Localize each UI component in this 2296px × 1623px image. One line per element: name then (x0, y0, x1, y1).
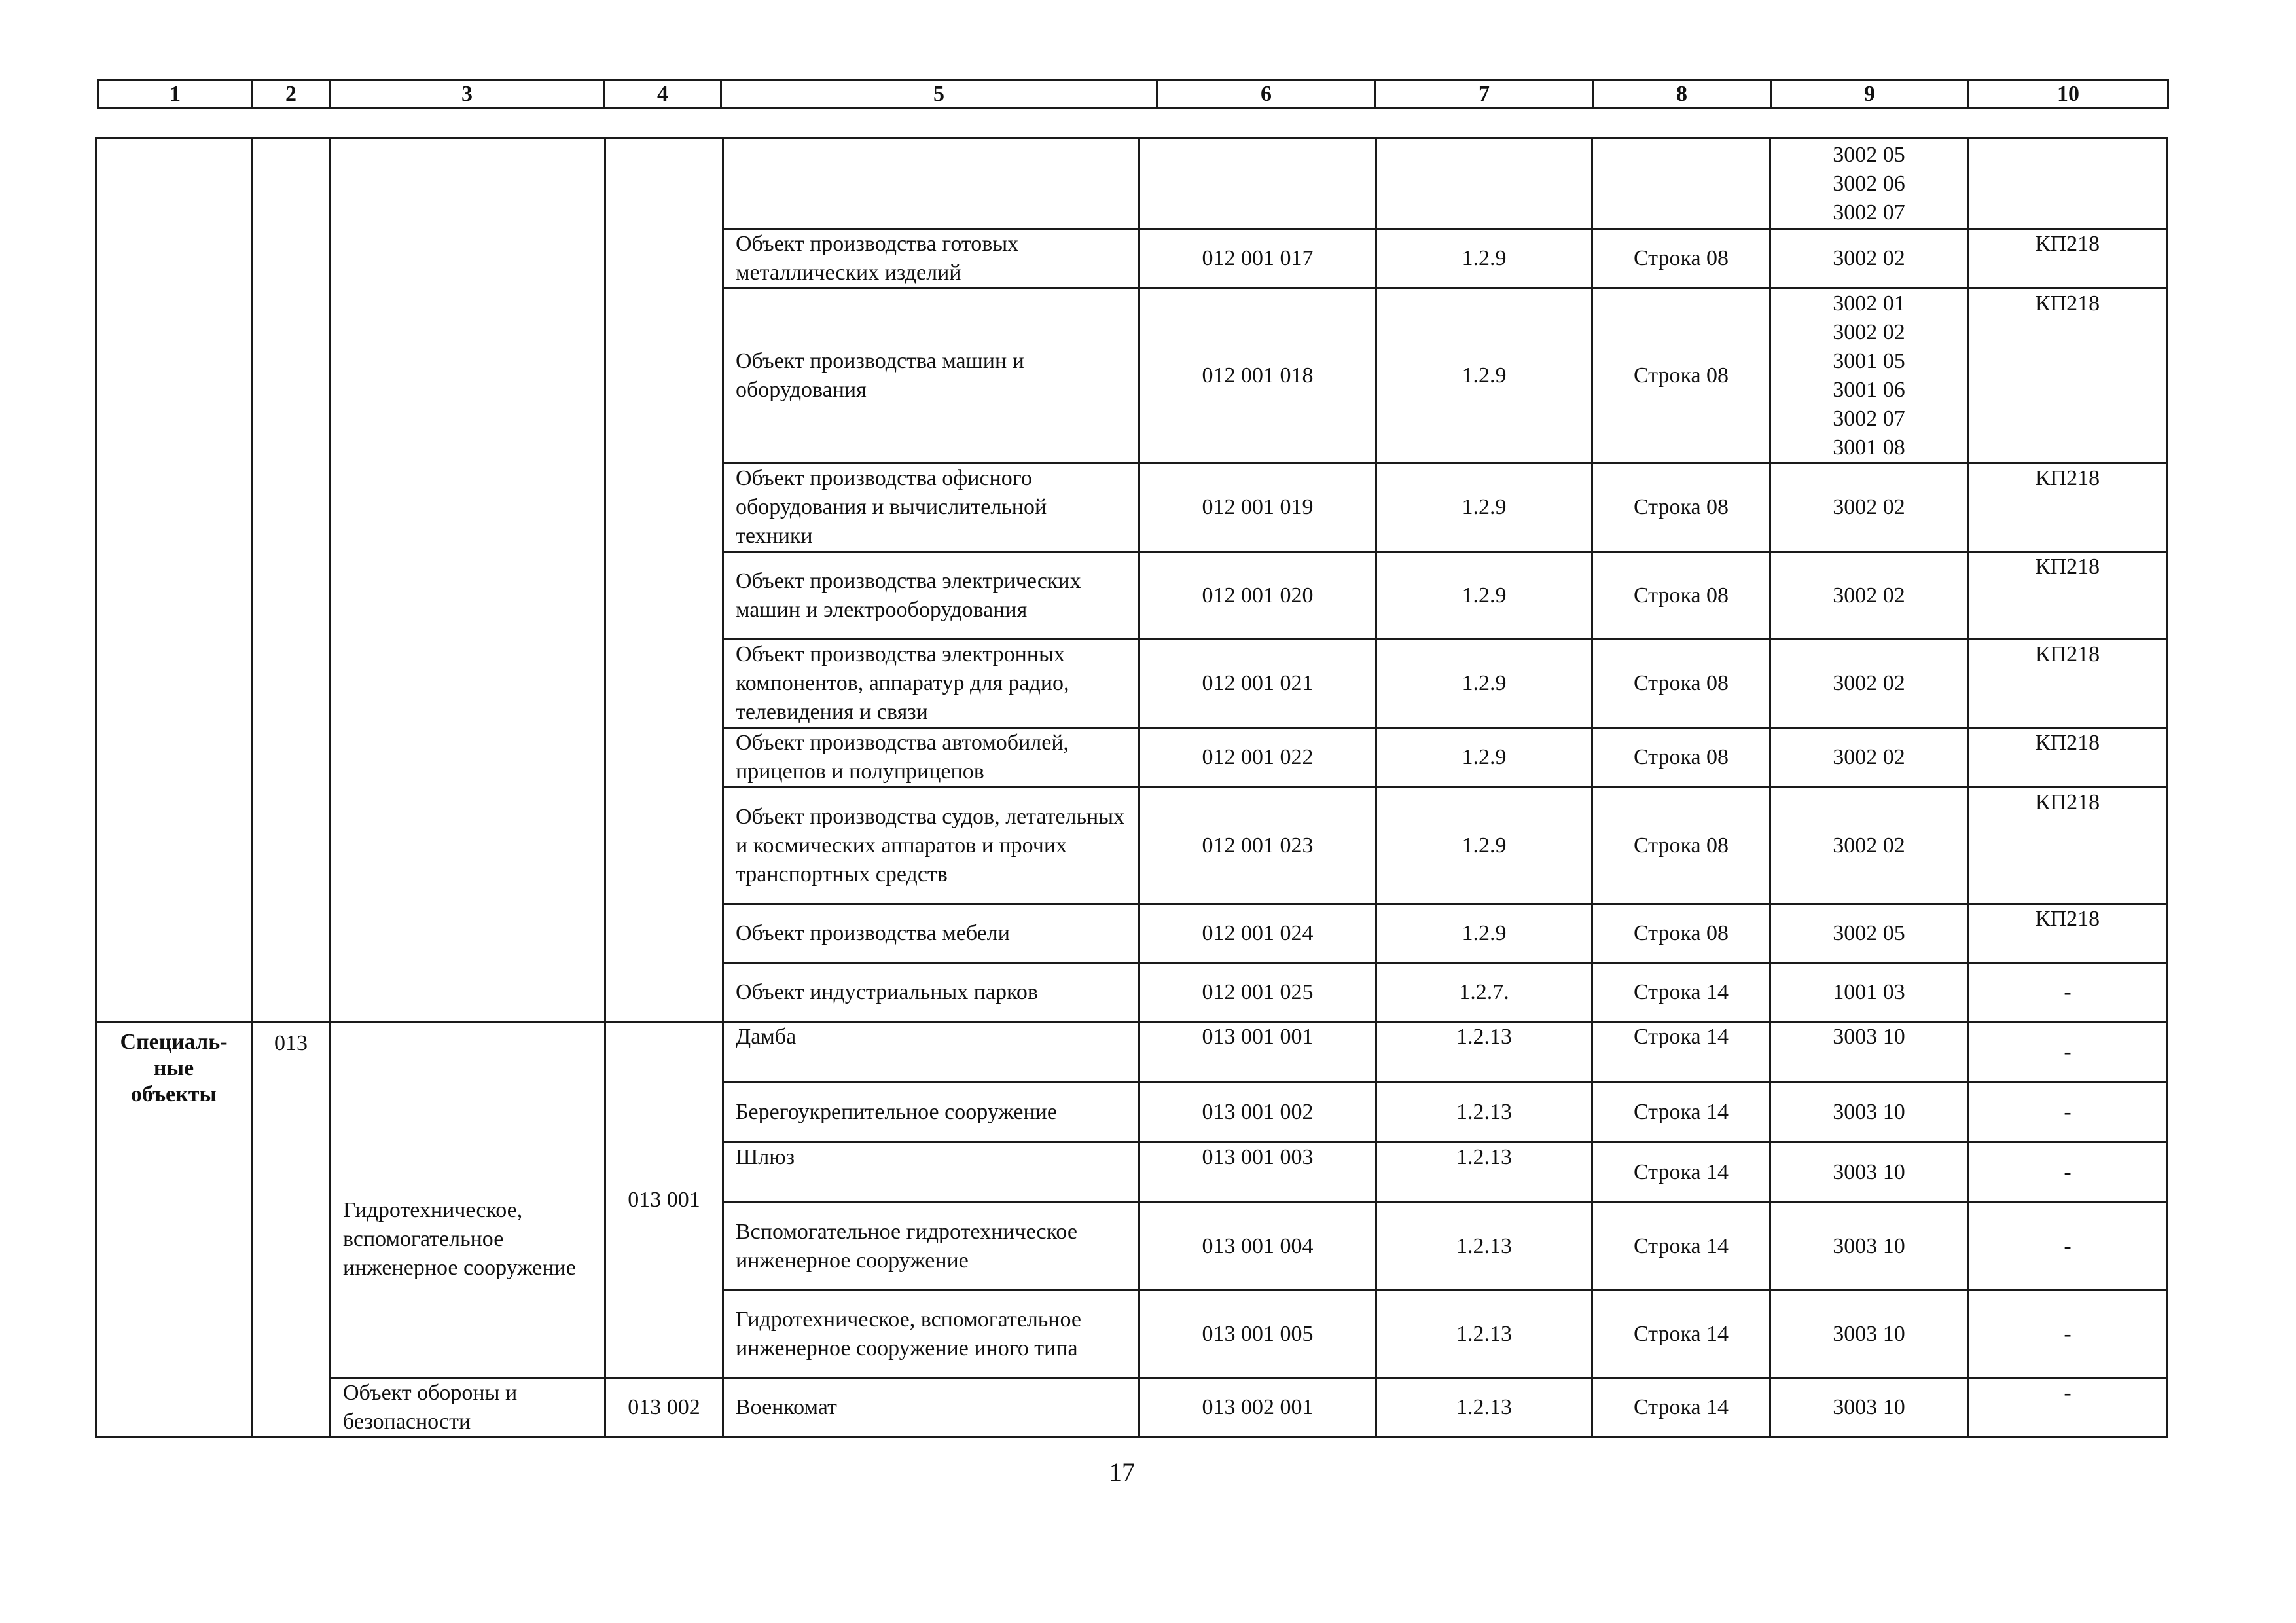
object-name: Дамба (723, 1022, 1139, 1082)
codes-cell: 3003 10 (1770, 1082, 1968, 1142)
code-line: 3001 08 (1833, 435, 1905, 460)
report-line: Строка 08 (1592, 289, 1770, 464)
object-name: Объект производства электронных компонентов, аппаратур для радио, телевидения и связи (723, 640, 1139, 728)
object-name: Вспомогательное гидротехническое инженерное сооружение (723, 1203, 1139, 1290)
form-code: КП218 (1968, 904, 2168, 963)
header-cell-4: 4 (605, 81, 721, 109)
form-code: КП218 (1968, 289, 2168, 464)
report-line: Строка 14 (1592, 1142, 1770, 1203)
header-cell-10: 10 (1969, 81, 2168, 109)
okof-code: 1.2.7. (1376, 963, 1592, 1022)
object-code: 012 001 023 (1139, 788, 1376, 904)
object-code: 012 001 020 (1139, 552, 1376, 640)
codes-cell: 3002 02 (1770, 728, 1968, 788)
report-line: Строка 14 (1592, 1022, 1770, 1082)
form-code: - (1968, 1142, 2168, 1203)
okof-code: 1.2.13 (1376, 1142, 1592, 1203)
code-line: 3002 06 (1833, 171, 1905, 196)
okof-code: 1.2.9 (1376, 904, 1592, 963)
okof-code: 1.2.9 (1376, 640, 1592, 728)
table-row (96, 139, 2168, 229)
object-name: Объект производства готовых металлических изделий (723, 229, 1139, 289)
form-code: КП218 (1968, 229, 2168, 289)
page-number: 17 (1109, 1457, 1135, 1487)
group-cell-col3 (331, 139, 605, 1022)
object-code: 012 001 017 (1139, 229, 1376, 289)
codes-cell: 3003 10 (1770, 1022, 1968, 1082)
okof-code: 1.2.13 (1376, 1203, 1592, 1290)
code-line: 3001 05 (1833, 349, 1905, 373)
okof-code: 1.2.13 (1376, 1378, 1592, 1438)
object-code: 013 002 001 (1139, 1378, 1376, 1438)
group-cell-col2 (252, 139, 331, 1022)
codes-cell: 3003 10 (1770, 1378, 1968, 1438)
codes-cell: 3003 10 (1770, 1290, 1968, 1378)
form-code: КП218 (1968, 788, 2168, 904)
codes-cell (1770, 289, 1968, 464)
codes-cell: 3003 10 (1770, 1203, 1968, 1290)
report-line: Строка 08 (1592, 229, 1770, 289)
report-line: Строка 08 (1592, 640, 1770, 728)
codes-cell: 3002 02 (1770, 552, 1968, 640)
object-code: 012 001 021 (1139, 640, 1376, 728)
object-name (723, 139, 1139, 229)
report-line: Строка 08 (1592, 728, 1770, 788)
form-code: - (1968, 963, 2168, 1022)
codes-cell: 3002 02 (1770, 464, 1968, 552)
header-cell-2: 2 (253, 81, 330, 109)
object-code: 012 001 022 (1139, 728, 1376, 788)
object-name: Объект производства машин и оборудования (723, 289, 1139, 464)
okof-code: 1.2.9 (1376, 552, 1592, 640)
header-cell-3: 3 (330, 81, 605, 109)
code-line: 3002 07 (1833, 200, 1905, 225)
header-cell-5: 5 (721, 81, 1157, 109)
form-code: - (1968, 1378, 2168, 1438)
object-code (1139, 139, 1376, 229)
object-name: Объект производства электрических машин и электрооборудования (723, 552, 1139, 640)
object-name: Объект производства мебели (723, 904, 1139, 963)
report-line (1592, 139, 1770, 229)
form-code: КП218 (1968, 552, 2168, 640)
object-code: 013 001 001 (1139, 1022, 1376, 1082)
form-code: - (1968, 1082, 2168, 1142)
codes-cell: 3002 05 (1770, 904, 1968, 963)
object-code: 012 001 024 (1139, 904, 1376, 963)
codes-cell: 1001 03 (1770, 963, 1968, 1022)
object-name: Объект индустриальных парков (723, 963, 1139, 1022)
header-cell-8: 8 (1593, 81, 1771, 109)
codes-cell: 3003 10 (1770, 1142, 1968, 1203)
report-line: Строка 14 (1592, 1290, 1770, 1378)
form-code: - (1968, 1022, 2168, 1082)
subgroup-code-defense: 013 002 (605, 1378, 723, 1438)
okof-code: 1.2.9 (1376, 728, 1592, 788)
object-code: 013 001 003 (1139, 1142, 1376, 1203)
code-line: 3002 07 (1833, 407, 1905, 431)
okof-code: 1.2.13 (1376, 1022, 1592, 1082)
code-line: 3001 06 (1833, 378, 1905, 402)
form-code: КП218 (1968, 464, 2168, 552)
object-name: Берегоукрепительное сооружение (723, 1082, 1139, 1142)
okof-code: 1.2.9 (1376, 464, 1592, 552)
object-code: 013 001 005 (1139, 1290, 1376, 1378)
header-cell-6: 6 (1157, 81, 1376, 109)
group-code-special: 013 (252, 1022, 331, 1438)
form-code: - (1968, 1290, 2168, 1378)
object-name: Шлюз (723, 1142, 1139, 1203)
report-line: Строка 14 (1592, 1203, 1770, 1290)
report-line: Строка 08 (1592, 464, 1770, 552)
group-label-special-objects: Специаль-ные объекты (96, 1022, 252, 1438)
header-cell-9: 9 (1771, 81, 1969, 109)
form-code: КП218 (1968, 728, 2168, 788)
codes-cell (1770, 139, 1968, 229)
report-line: Строка 08 (1592, 552, 1770, 640)
subgroup-name-hydro: Гидротехническое, вспомогательное инженерное сооружение (331, 1022, 605, 1378)
object-name: Военкомат (723, 1378, 1139, 1438)
okof-code: 1.2.9 (1376, 289, 1592, 464)
report-line: Строка 08 (1592, 788, 1770, 904)
report-line: Строка 08 (1592, 904, 1770, 963)
header-cell-7: 7 (1376, 81, 1593, 109)
header-cell-1: 1 (98, 81, 253, 109)
object-code: 013 001 004 (1139, 1203, 1376, 1290)
okof-code: 1.2.13 (1376, 1082, 1592, 1142)
form-code (1968, 139, 2168, 229)
column-number-header (97, 79, 2169, 109)
object-code: 012 001 019 (1139, 464, 1376, 552)
subgroup-name-defense: Объект обороны и безопасности (331, 1378, 605, 1438)
form-code: - (1968, 1203, 2168, 1290)
object-code: 012 001 025 (1139, 963, 1376, 1022)
classifier-table (95, 137, 2168, 1438)
object-name: Объект производства офисного оборудования и вычислительной техники (723, 464, 1139, 552)
form-code: КП218 (1968, 640, 2168, 728)
report-line: Строка 14 (1592, 1082, 1770, 1142)
object-name: Гидротехническое, вспомогательное инженерное сооружение иного типа (723, 1290, 1139, 1378)
okof-code: 1.2.13 (1376, 1290, 1592, 1378)
report-line: Строка 14 (1592, 963, 1770, 1022)
object-code: 012 001 018 (1139, 289, 1376, 464)
code-line: 3002 05 (1833, 142, 1905, 167)
okof-code: 1.2.9 (1376, 229, 1592, 289)
code-line: 3002 01 (1833, 291, 1905, 316)
table-row (96, 1378, 2168, 1438)
object-name: Объект производства автомобилей, прицепов и полуприцепов (723, 728, 1139, 788)
group-cell-col4 (605, 139, 723, 1022)
table-row (96, 1022, 2168, 1082)
group-cell-col1 (96, 139, 252, 1022)
object-name: Объект производства судов, летательных и космических аппаратов и прочих транспортных средств (723, 788, 1139, 904)
okof-code (1376, 139, 1592, 229)
subgroup-code-hydro: 013 001 (605, 1022, 723, 1378)
codes-cell: 3002 02 (1770, 640, 1968, 728)
object-code: 013 001 002 (1139, 1082, 1376, 1142)
okof-code: 1.2.9 (1376, 788, 1592, 904)
codes-cell: 3002 02 (1770, 229, 1968, 289)
code-line: 3002 02 (1833, 320, 1905, 344)
codes-cell: 3002 02 (1770, 788, 1968, 904)
report-line: Строка 14 (1592, 1378, 1770, 1438)
